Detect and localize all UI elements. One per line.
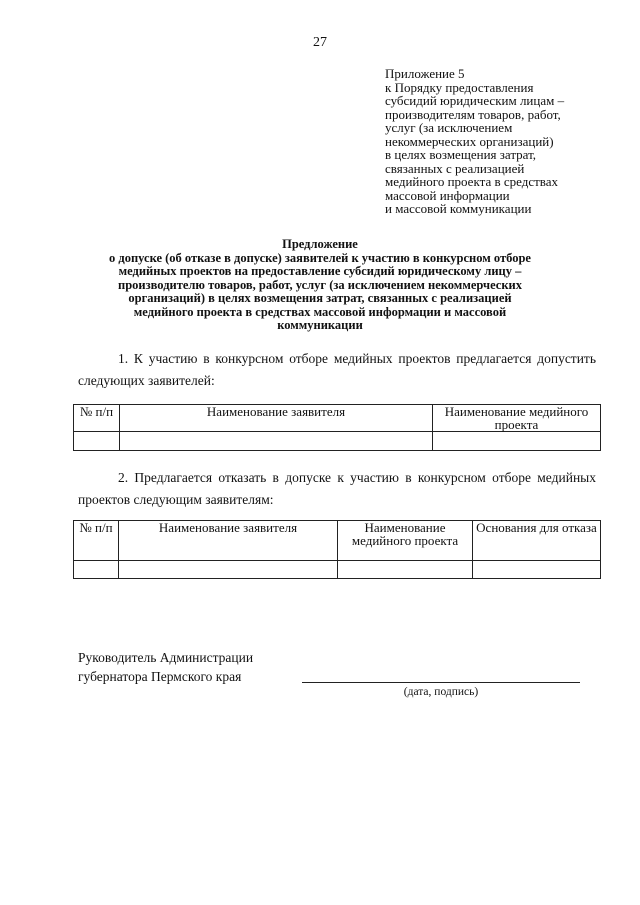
signature-block	[78, 648, 253, 686]
section2-text: 2. Предлагается отказать в допуске к участию в конкурсном отборе медийных проектов следующим заявителям:	[78, 470, 596, 507]
title-line: о допуске (об отказе в допуске) заявителей к участию в конкурсном отборе	[109, 250, 531, 265]
header-applicant: Наименование заявителя	[120, 405, 433, 432]
table-cell	[338, 561, 473, 579]
appendix-line: и массовой коммуникации	[385, 201, 532, 216]
appendix-line: субсидий юридическим лицам –	[385, 93, 565, 108]
appendix-line: в целях возмещения затрат,	[385, 147, 537, 162]
appendix-line: услуг (за исключением	[385, 120, 513, 135]
header-project: Наименование медийного проекта	[338, 521, 473, 561]
header-applicant: Наименование заявителя	[119, 521, 338, 561]
document-title	[70, 238, 570, 333]
title-line: медийного проекта в средствах массовой информации и массовой	[133, 304, 507, 319]
appendix-line: массовой информации	[385, 187, 510, 203]
page-number: 27	[313, 35, 327, 50]
section1-text: 1. К участию в конкурсном отборе медийных проектов предлагается допустить следующих заявителей:	[78, 351, 596, 388]
appendix-line: некоммерческих организаций)	[385, 133, 554, 149]
appendix-block	[385, 67, 615, 216]
signatory-title-line2: губернатора Пермского края	[78, 669, 242, 684]
signature-caption: (дата, подпись)	[403, 686, 479, 698]
table-header-row	[74, 521, 601, 561]
header-number: № п/п	[74, 405, 120, 432]
table-row	[74, 432, 601, 451]
table-cell	[74, 432, 120, 451]
title-line: коммуникации	[277, 318, 363, 332]
table-cell	[74, 561, 119, 579]
header-project: Наименование медийного проекта	[433, 405, 601, 432]
signatory-title-line1: Руководитель Администрации	[78, 650, 254, 665]
table-cell	[119, 561, 338, 579]
appendix-line: Приложение 5	[385, 66, 465, 81]
title-heading: Предложение	[282, 237, 358, 251]
appendix-line: медийного проекта в средствах	[385, 174, 559, 189]
reject-table	[73, 520, 601, 579]
table-cell	[473, 561, 601, 579]
signature-line	[302, 682, 580, 683]
section2-paragraph	[78, 467, 596, 511]
table-header-row	[74, 405, 601, 432]
table-row	[74, 561, 601, 579]
header-number: № п/п	[74, 521, 119, 561]
title-line: организаций) в целях возмещения затрат, связанных с реализацией	[128, 291, 512, 305]
title-line: производителю товаров, работ, услуг (за исключением некоммерческих	[118, 277, 522, 292]
admit-table	[73, 404, 601, 451]
appendix-line: производителям товаров, работ,	[385, 106, 561, 122]
table-cell	[433, 432, 601, 451]
appendix-line: к Порядку предоставления	[385, 79, 534, 95]
section1-paragraph	[78, 348, 596, 392]
appendix-line: связанных с реализацией	[385, 160, 525, 176]
table-cell	[120, 432, 433, 451]
title-line: медийных проектов на предоставление субсидий юридическому лицу –	[118, 264, 522, 278]
header-reason: Основания для отказа	[473, 521, 601, 561]
